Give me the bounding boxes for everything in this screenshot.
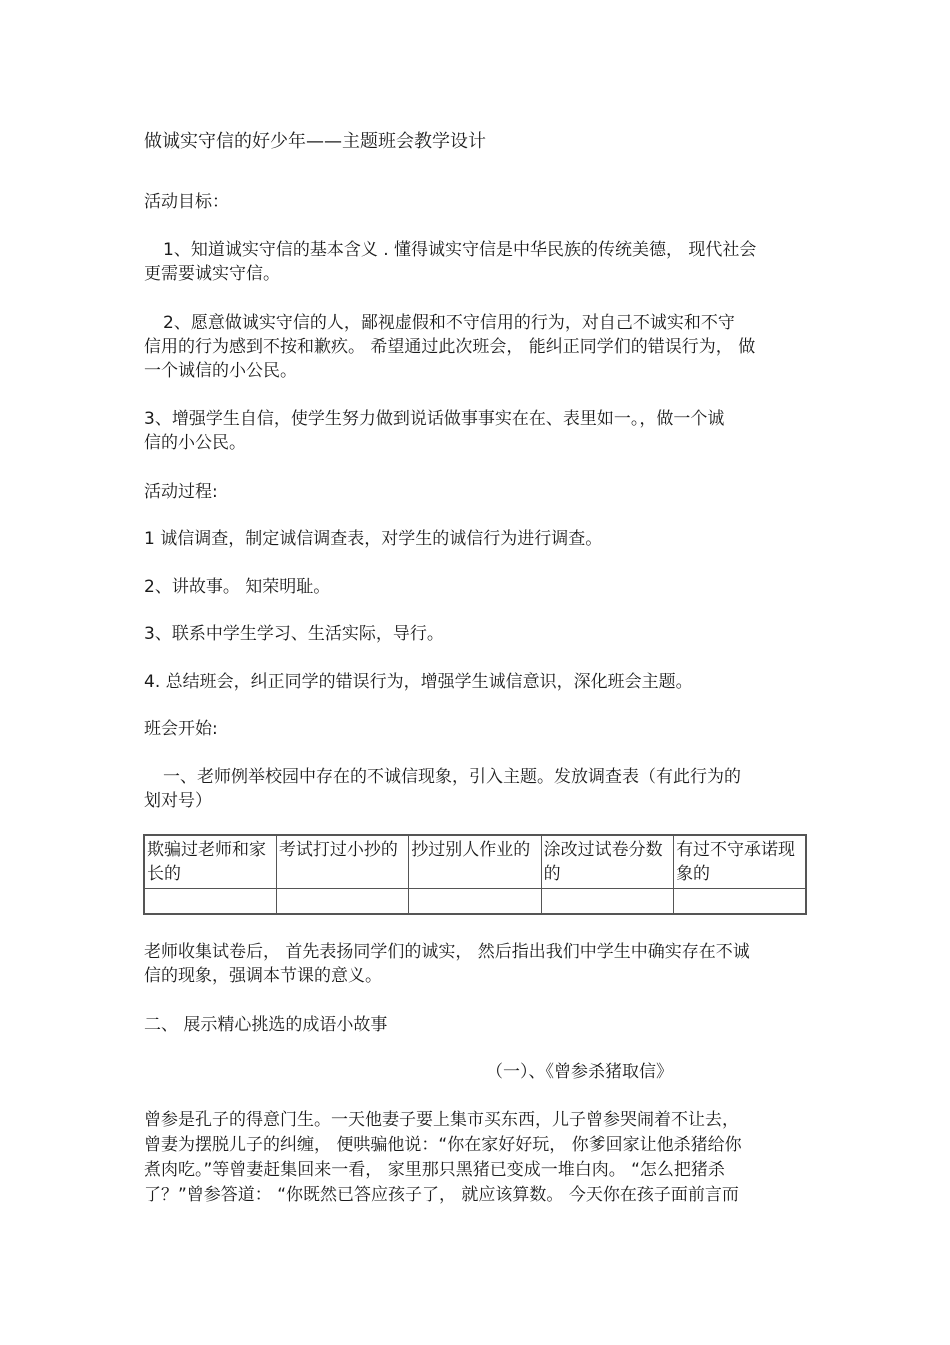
- story-line-4: 了？”曾参答道： “你既然已答应孩子了， 就应该算数。 今天你在孩子面前言而: [144, 1185, 739, 1205]
- survey-answer-cell[interactable]: [144, 889, 276, 915]
- part-1-line-1: 一、老师例举校园中存在的不诚信现象，引入主题。发放调查表（有此行为的: [163, 767, 741, 787]
- survey-answer-cell[interactable]: [409, 889, 541, 915]
- goal-1-line-1: 1、知道诚实守信的基本含义 . 懂得诚实守信是中华民族的传统美德， 现代社会: [163, 240, 757, 260]
- after-table-line-2: 信的现象，强调本节课的意义。: [144, 966, 382, 986]
- document-title: 做诚实守信的好少年——主题班会教学设计: [144, 131, 486, 152]
- goal-2-line-3: 一个诚信的小公民。: [144, 361, 297, 381]
- survey-table: [143, 834, 807, 915]
- goal-3-line-1: 3、增强学生自信，使学生努力做到说话做事事实在在、表里如一。，做一个诚: [144, 409, 725, 429]
- story-line-2: 曾妻为摆脱儿子的纠缠， 便哄骗他说：“你在家好好玩， 你爹回家让他杀猪给你: [144, 1135, 742, 1155]
- survey-answer-cell[interactable]: [276, 889, 408, 915]
- survey-header-row: [144, 835, 806, 889]
- goal-2-line-2: 信用的行为感到不按和歉疚。 希望通过此次班会， 能纠正同学们的错误行为， 做: [144, 337, 756, 357]
- goals-heading: 活动目标：: [144, 192, 229, 212]
- after-table-line-1: 老师收集试卷后， 首先表扬同学们的诚实， 然后指出我们中学生中确实存在不诚: [144, 942, 750, 962]
- process-heading: 活动过程:: [144, 482, 218, 502]
- survey-header-cell: 欺骗过老师和家长的: [144, 835, 276, 889]
- survey-header-cell: 抄过别人作业的: [409, 835, 541, 889]
- process-step-3: 3、联系中学生学习、生活实际，导行。: [144, 624, 444, 644]
- goal-1-line-2: 更需要诚实守信。: [144, 264, 280, 284]
- process-step-1: 1 诚信调查，制定诚信调查表，对学生的诚信行为进行调查。: [144, 529, 603, 549]
- survey-answer-row: [144, 889, 806, 915]
- part-1-line-2: 划对号）: [144, 791, 212, 811]
- process-step-2: 2、讲故事。 知荣明耻。: [144, 577, 331, 597]
- survey-answer-cell[interactable]: [674, 889, 806, 915]
- start-heading: 班会开始:: [144, 719, 218, 739]
- survey-answer-cell[interactable]: [541, 889, 673, 915]
- goal-3-line-2: 信的小公民。: [144, 433, 246, 453]
- goal-2-line-1: 2、愿意做诚实守信的人，鄙视虚假和不守信用的行为，对自己不诚实和不守: [163, 313, 735, 333]
- process-step-4: 4. 总结班会，纠正同学的错误行为，增强学生诚信意识，深化班会主题。: [144, 672, 693, 692]
- story-title: （一）、《曾参杀猪取信》: [486, 1062, 673, 1082]
- part-2-heading: 二、 展示精心挑选的成语小故事: [144, 1015, 388, 1035]
- survey-header-cell: 考试打过小抄的: [276, 835, 408, 889]
- story-line-3: 煮肉吃。”等曾妻赶集回来一看， 家里那只黑猪已变成一堆白肉。 “怎么把猪杀: [144, 1160, 725, 1180]
- story-line-1: 曾参是孔子的得意门生。一天他妻子要上集市买东西，儿子曾参哭闹着不让去，: [144, 1110, 739, 1130]
- survey-header-cell: 有过不守承诺现象的: [674, 835, 806, 889]
- survey-header-cell: 涂改过试卷分数的: [541, 835, 673, 889]
